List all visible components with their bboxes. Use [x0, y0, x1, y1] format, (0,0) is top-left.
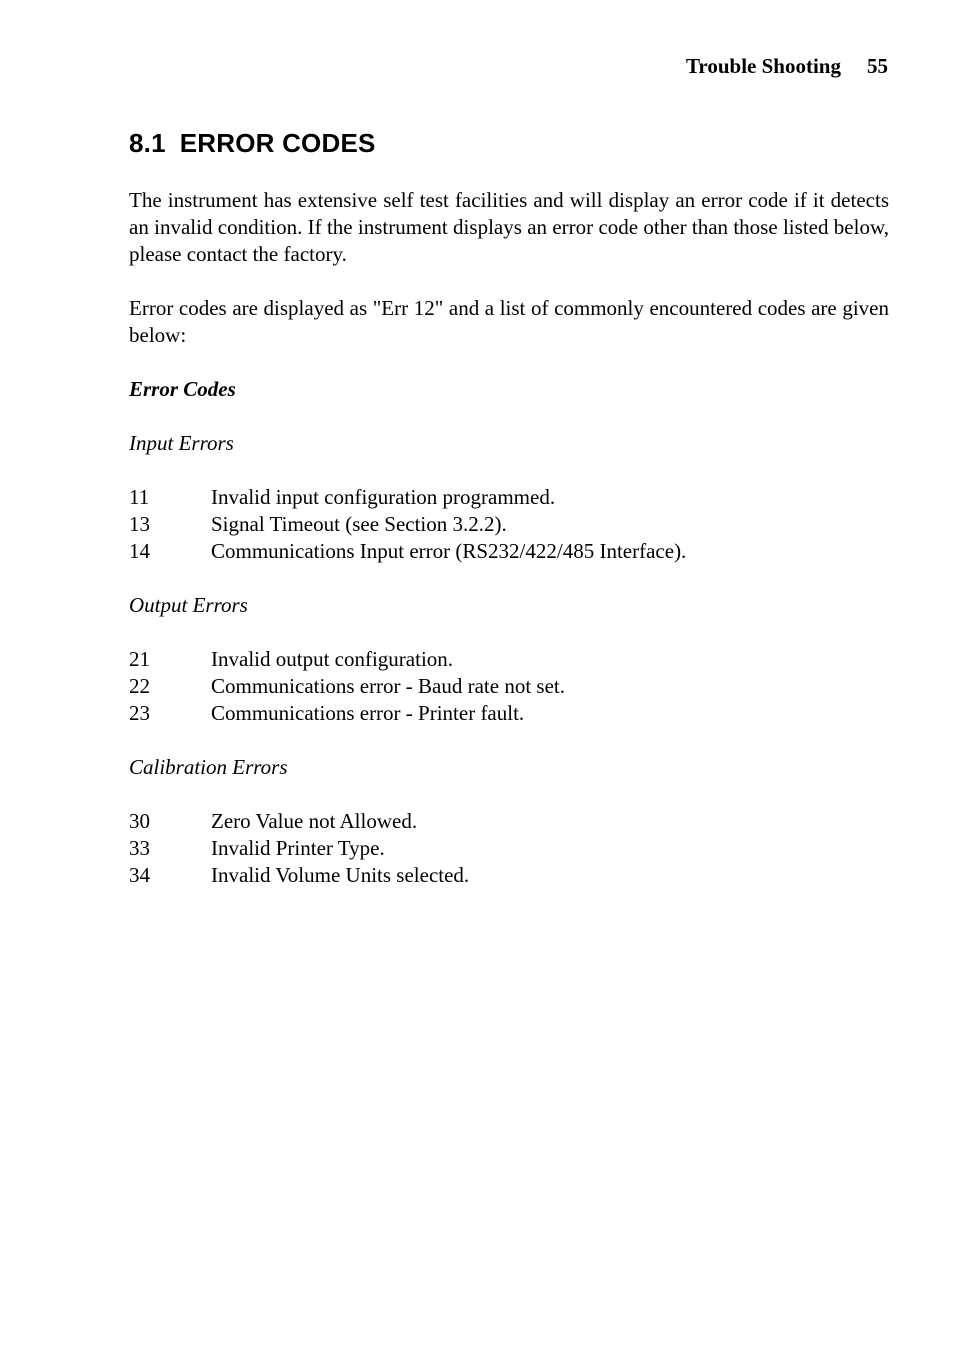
- error-description: Communications Input error (RS232/422/485 Interface).: [211, 539, 687, 563]
- error-code: 34: [129, 863, 150, 887]
- list-item: [129, 835, 889, 862]
- error-code: 22: [129, 674, 150, 698]
- error-code: 30: [129, 809, 150, 833]
- list-item: [129, 700, 889, 727]
- error-code: 21: [129, 647, 150, 671]
- error-description: Invalid output configuration.: [211, 647, 454, 671]
- error-code: 23: [129, 701, 150, 725]
- heading-number: 8.1: [129, 128, 166, 158]
- error-description: Zero Value not Allowed.: [211, 809, 418, 833]
- error-description: Communications error - Baud rate not set.: [211, 674, 565, 698]
- header-section-title: Trouble Shooting: [685, 54, 841, 78]
- group-title-input-errors: Input Errors: [129, 431, 234, 455]
- error-list-input: [129, 484, 889, 565]
- intro-paragraph: The instrument has extensive self test facilities and will display an error code if it detects an invalid condition. If the instrument displays an error code other than those listed below, please contact the factory.: [129, 188, 889, 266]
- format-paragraph: Error codes are displayed as "Err 12" and a list of commonly encountered codes are given below:: [129, 296, 889, 347]
- error-list-output: [129, 646, 889, 727]
- list-item: [129, 646, 889, 673]
- list-item: [129, 808, 889, 835]
- error-description: Communications error - Printer fault.: [211, 701, 525, 725]
- error-description: Invalid Volume Units selected.: [211, 863, 470, 887]
- page-content: [129, 126, 889, 889]
- page-number: 55: [867, 54, 888, 78]
- group-title-output-errors: Output Errors: [129, 593, 248, 617]
- error-code: 33: [129, 836, 150, 860]
- list-item: [129, 862, 889, 889]
- list-item: [129, 538, 889, 565]
- list-item: [129, 484, 889, 511]
- error-code: 14: [129, 539, 150, 563]
- error-code: 11: [129, 485, 150, 509]
- error-list-calibration: [129, 808, 889, 889]
- error-codes-subtitle: Error Codes: [129, 377, 236, 401]
- group-title-calibration-errors: Calibration Errors: [129, 755, 288, 779]
- error-code: 13: [129, 512, 150, 536]
- error-description: Invalid Printer Type.: [211, 836, 385, 860]
- heading-title: ERROR CODES: [179, 128, 376, 158]
- list-item: [129, 511, 889, 538]
- list-item: [129, 673, 889, 700]
- error-description: Invalid input configuration programmed.: [211, 485, 556, 509]
- page-header: [686, 53, 888, 79]
- error-description: Signal Timeout (see Section 3.2.2).: [211, 512, 507, 536]
- page-title: [129, 126, 889, 160]
